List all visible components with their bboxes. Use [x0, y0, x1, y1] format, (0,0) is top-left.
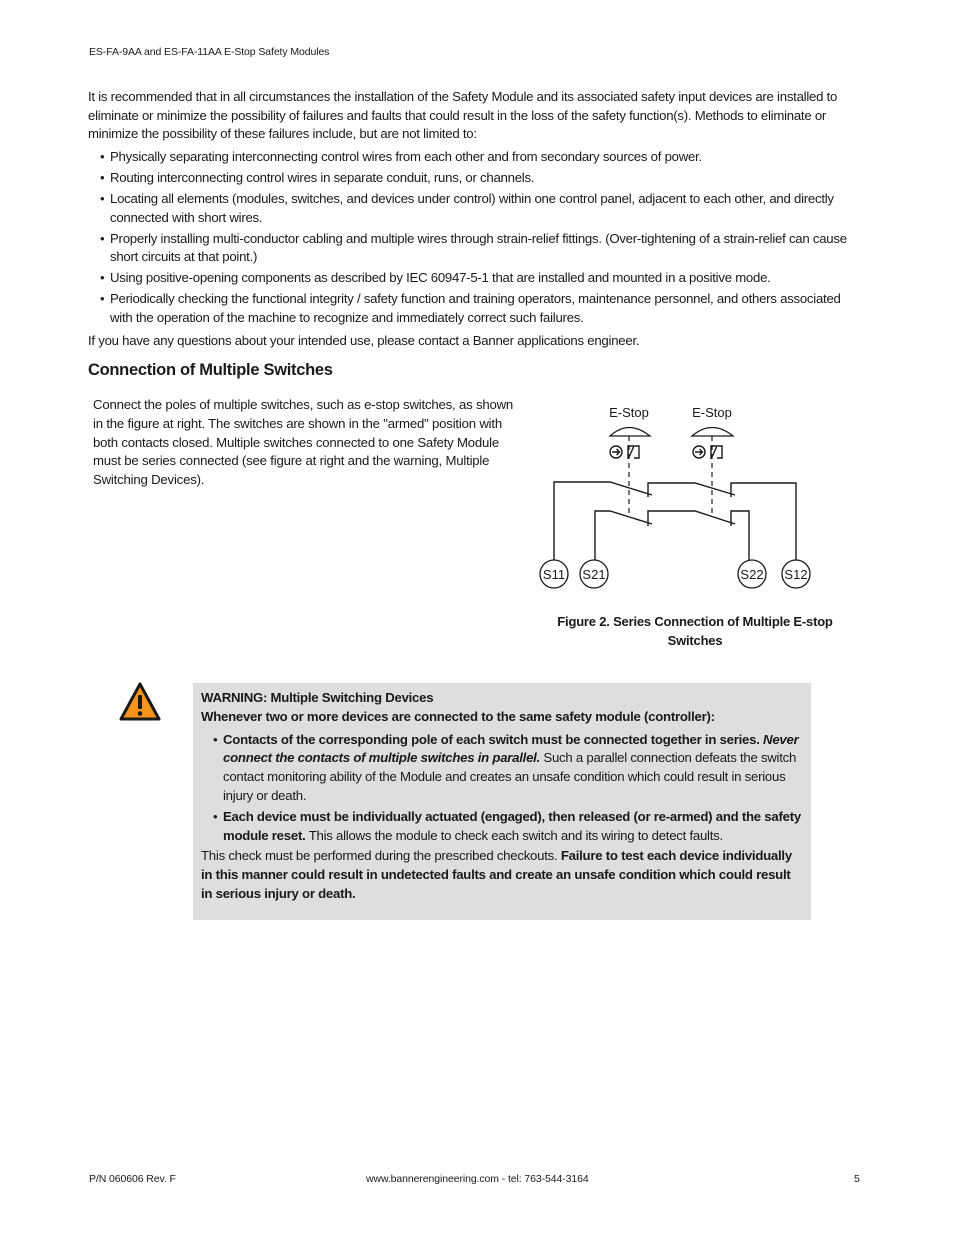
- terminal-s22: [738, 560, 766, 588]
- list-item: • Physically separating interconnecting control wires from each other and from secondary sources of power.: [100, 148, 865, 167]
- terminal-s21: [580, 560, 608, 588]
- warning-box: [193, 683, 811, 920]
- bullet-icon: •: [100, 291, 105, 307]
- page-number: 5: [854, 1173, 860, 1185]
- list-item: • Locating all elements (modules, switches, and devices under control) within one control panel, adjacent to each other, and directly connected with short wires.: [100, 191, 834, 225]
- intro-paragraph: It is recommended that in all circumstances the installation of the Safety Module and its associated safety input devices are installed to eliminate or minimize the possibility of failures and faults that could result in the loss of the safety function(s). Methods to eliminate or minimize the possibility of these failures include, but are not limited to:: [88, 89, 838, 142]
- svg-text:S21: S21: [582, 567, 606, 582]
- warning-item: • Contacts of the corresponding pole of each switch must be connected together in series. Never connect the contacts of multiple switches in parallel. Such a parallel connection defeats the switch contact monitoring ability of the Module and creates an unsafe condition which could result in serious injury or death.: [213, 731, 799, 803]
- estop-label-1: E-Stop: [609, 405, 649, 420]
- terminal-s12: [782, 560, 810, 588]
- warning-title: WARNING: Multiple Switching Devices: [201, 690, 434, 705]
- warning-triangle-icon: [118, 681, 162, 723]
- section-paragraph: Connect the poles of multiple switches, such as e-stop switches, as shown in the figure at right. The switches are shown in the "armed" position with both contacts closed. Multiple switches connected to one Safety Module must be series connected (see figure at right and the warning, Multiple Switching Devices).: [93, 397, 514, 488]
- closing-paragraph: If you have any questions about your intended use, please contact a Banner applications engineer.: [88, 333, 640, 348]
- svg-text:S11: S11: [542, 567, 566, 582]
- list-item: • Periodically checking the functional integrity / safety function and training operators, maintenance personnel, and others associated with the operation of the machine to recognize and immediately correct such failures.: [100, 291, 841, 326]
- list-item: • Using positive-opening components as described by IEC 60947-5-1 that are installed and mounted in a positive mode.: [100, 269, 865, 288]
- warning-lead: Whenever two or more devices are connected to the same safety module (controller):: [201, 708, 715, 724]
- bullet-icon: •: [100, 191, 105, 206]
- footer-contact: www.bannerengineering.com - tel: 763-544-3164: [366, 1173, 589, 1185]
- section-heading: Connection of Multiple Switches: [88, 361, 333, 379]
- warning-item: • Each device must be individually actuated (engaged), then released (or re-armed) and the safety module reset. This allows the module to check each switch and its wiring to detect faults.: [213, 808, 801, 843]
- estop-button-icon: [610, 428, 733, 437]
- bullet-icon: •: [100, 270, 105, 286]
- terminal-s11: [540, 560, 568, 588]
- bullet-icon: •: [100, 230, 105, 246]
- estop-label-2: E-Stop: [692, 405, 732, 420]
- bullet-icon: •: [100, 170, 105, 185]
- bullet-icon: •: [100, 149, 105, 164]
- failure-mitigation-list: [100, 148, 865, 330]
- warning-closing: This check must be performed during the prescribed checkouts. Failure to test each device individually in this manner could result in undetected faults and create an unsafe condition which could result in serious injury or death.: [201, 848, 792, 901]
- list-item: • Properly installing multi-conductor cabling and multiple wires through strain-relief fittings. (Over-tightening of a strain-relief can cause short circuits at that point.): [100, 230, 847, 265]
- warning-list: [201, 731, 803, 846]
- mechanical-link: [629, 436, 712, 515]
- wiring: [554, 482, 796, 560]
- svg-text:S22: S22: [740, 567, 764, 582]
- footer-part-number: P/N 060606 Rev. F: [89, 1173, 176, 1185]
- positive-opening-symbol-icon: [610, 446, 722, 459]
- series-connection-diagram: [530, 395, 830, 595]
- bullet-icon: •: [213, 808, 218, 824]
- running-header: ES-FA-9AA and ES-FA-11AA E-Stop Safety Modules: [89, 46, 330, 58]
- list-item: • Routing interconnecting control wires in separate conduit, runs, or channels.: [100, 169, 865, 188]
- bullet-icon: •: [213, 731, 218, 747]
- svg-text:S12: S12: [784, 567, 808, 582]
- figure-caption: Figure 2. Series Connection of Multiple E-stop Switches: [557, 614, 833, 648]
